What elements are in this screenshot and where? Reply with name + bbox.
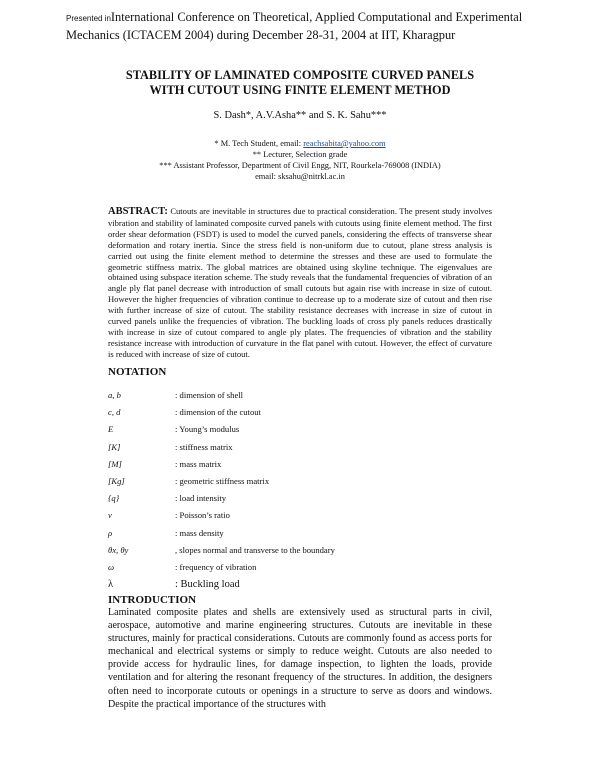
notation-row bbox=[108, 476, 508, 493]
abstract-text: Cutouts are inevitable in structures due to practical consideration. The present study involves vibration and stability of laminated composite curved panels with cutouts using finite element method. The first order shear deformation (FSDT) is used to model the curved panels, considering the effects of transverse shear deformation and rotary inertia. Since the stress field is non-uniform due to cutout, plane stress analysis is carried out using the finite element method to determine the stresses and these are used to formulate the geometric stiffness matrix. The global matrices are obtained using skyline technique. The eigenvalues are obtained using subspace iteration scheme. The study reveals that the fundamental frequencies of vibration of an angle ply flat panel decrease with introduction of small cutouts but again rise with increase in size of cutout. However the higher frequencies of vibration continue to decrease up to a moderate size of cutout and then rise with further increase of size of cutout. The stability resistance decreases with increase in size of cutout in curved panels unlike the frequencies of vibration. The buckling loads of cross ply panels reduces drastically with increase in size of cutout compared to angle ply plates. The frequencies of vibration and the stability resistance increase with introduction of curvature in the flat panel with cutout. However, the effect of curvature is reduced with increase of size of cutout. bbox=[108, 206, 492, 359]
notation-symbol: [K] bbox=[108, 441, 121, 452]
email-link[interactable]: reachsabita@yahoo.com bbox=[303, 139, 386, 148]
notation-desc: : dimension of shell bbox=[175, 390, 244, 400]
title-line-1: STABILITY OF LAMINATED COMPOSITE CURVED PANELS bbox=[125, 68, 475, 82]
notation-row bbox=[108, 562, 508, 579]
notation-symbol: ρ bbox=[108, 527, 113, 538]
notation-symbol: {q} bbox=[108, 493, 120, 504]
notation-row bbox=[108, 390, 508, 407]
notation-symbol: c, d bbox=[108, 407, 121, 418]
notation-symbol: ω bbox=[108, 561, 115, 572]
notation-desc: : geometric stiffness matrix bbox=[175, 475, 270, 486]
notation-desc: , slopes normal and transverse to the boundary bbox=[175, 544, 335, 555]
affiliation-1 bbox=[0, 138, 600, 149]
abstract bbox=[108, 206, 492, 360]
notation-desc: : mass density bbox=[175, 527, 224, 538]
notation-row bbox=[108, 424, 508, 441]
notation-desc: : Poisson’s ratio bbox=[175, 510, 230, 521]
notation-symbol: [Kg] bbox=[108, 475, 125, 486]
notation-symbol: ν bbox=[108, 510, 112, 521]
notation-list bbox=[108, 390, 508, 598]
affiliation-1-prefix: * M. Tech Student, email: bbox=[214, 139, 304, 148]
notation-row bbox=[108, 493, 508, 510]
notation-symbol: E bbox=[108, 424, 114, 435]
notation-symbol: a, b bbox=[108, 390, 121, 400]
notation-symbol: [M] bbox=[108, 458, 122, 469]
notation-desc: : dimension of the cutout bbox=[175, 407, 261, 418]
authors: S. Dash*, A.V.Asha** and S. K. Sahu*** bbox=[213, 110, 387, 121]
header-line-1-text: International Conference on Theoretical, Applied Computational and Experimental bbox=[110, 10, 523, 24]
notation-heading: NOTATION bbox=[108, 366, 167, 378]
notation-desc: : Buckling load bbox=[175, 579, 240, 591]
notation-row bbox=[108, 442, 508, 459]
paper-title bbox=[0, 68, 600, 98]
notation-desc: : load intensity bbox=[175, 493, 227, 504]
notation-row bbox=[108, 459, 508, 476]
affiliation-4: email: sksahu@nitrkl.ac.in bbox=[255, 172, 345, 181]
notation-symbol: λ bbox=[108, 579, 114, 591]
notation-desc: : mass matrix bbox=[175, 458, 222, 469]
notation-row bbox=[108, 510, 508, 527]
header-line-1 bbox=[66, 9, 546, 27]
introduction-heading: INTRODUCTION bbox=[108, 594, 197, 606]
header-line-2: Mechanics (ICTACEM 2004) during December 28-31, 2004 at IIT, Kharagpur bbox=[66, 28, 456, 42]
notation-symbol: θx, θy bbox=[108, 544, 129, 555]
title-line-2: WITH CUTOUT USING FINITE ELEMENT METHOD bbox=[149, 83, 451, 97]
affiliation-3: *** Assistant Professor, Department of Civil Engg, NIT, Rourkela-769008 (INDIA) bbox=[159, 161, 441, 170]
notation-row bbox=[108, 528, 508, 545]
conference-header bbox=[66, 9, 546, 44]
notation-desc: : Young’s modulus bbox=[175, 424, 240, 435]
affiliation-2: ** Lecturer, Selection grade bbox=[252, 150, 348, 159]
introduction-text: Laminated composite plates and shells are extensively used as structural parts in civil, aerospace, automotive and marine engineering structures. Cutouts are inevitable in these structures, mainly for practical considerations. Cutouts are commonly found as access ports for mechanical and electrical systems or simply to reduce weight. Cutouts are also needed to provide access for hydraulic lines, for damage inspection, to lighten the loads, provide ventilation and for altering the resonant frequency of the structures. In addition, the designers often need to incorporate cutouts or openings in a structure to serve as doors and windows. Despite the practical importance of the structures with bbox=[108, 607, 492, 710]
notation-row bbox=[108, 545, 508, 562]
notation-desc: : stiffness matrix bbox=[175, 441, 233, 452]
notation-desc: : frequency of vibration bbox=[175, 561, 257, 572]
notation-row bbox=[108, 407, 508, 424]
abstract-label: ABSTRACT: bbox=[108, 206, 168, 217]
presented-in-label: Presented in bbox=[66, 14, 111, 23]
affiliations bbox=[0, 138, 600, 182]
